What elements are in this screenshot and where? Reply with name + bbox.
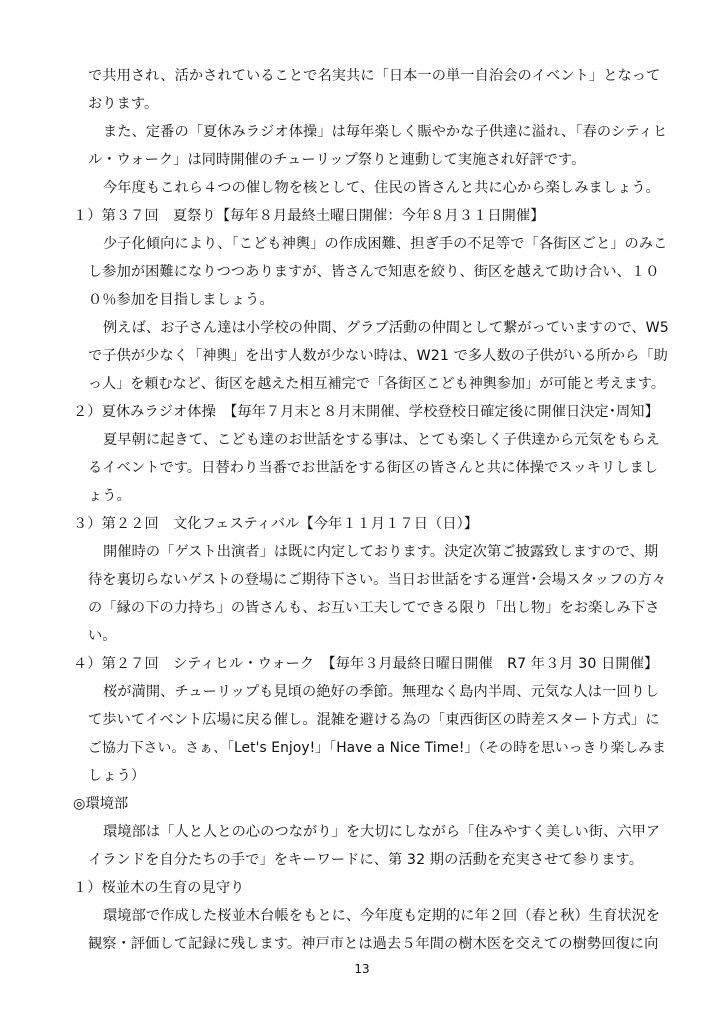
text-line: 待を裏切らないゲストの登場にご期待下さい。当日お世話をする運営･会場スタッフの方々 (88, 572, 667, 588)
text-line: 例えば、お子さん達は小学校の仲間、グラブ活動の仲間として繋がっていますので、W5 (103, 320, 669, 336)
text-line: し参加が困難になりつつありますが、皆さんで知恵を絞り、街区を越えて助け合い、１０ (88, 264, 660, 280)
text-line: い。 (88, 628, 117, 644)
text-line: で共用され、活かされていることで名実共に「日本一の単一自治会のイベント」となって (88, 68, 661, 84)
text-line: ょう。 (88, 488, 131, 504)
text-line: また、定番の「夏休みラジオ体操」は毎年楽しく賑やかな子供達に溢れ、「春のシティヒ (103, 124, 668, 140)
text-line: 少子化傾向により、「こども神輿」の作成困難、担ぎ手の不足等で「各街区ごと」のみこ (103, 236, 668, 252)
text-line: っ人」を頼むなど、街区を越えた相互補完で「各街区こども神輿参加」が可能と考えます。 (88, 376, 665, 392)
text-line: るイベントです。日替わり当番でお世話をする街区の皆さんと共に体操でスッキリしまし (88, 460, 659, 476)
text-line: イランドを自分たちの手で」をキーワードに、第 32 期の活動を充実させて参ります。 (88, 852, 643, 868)
text-line: ご協力下さい。さぁ、「Let's Enjoy!」「Have a Nice Time!」（その時を思いっきり楽しみま (88, 740, 667, 756)
text-line: の「縁の下の力持ち」の皆さんも、お互い工夫してできる限り「出し物」をお楽しみ下さ (88, 600, 660, 616)
text-line: 環境部で作成した桜並木台帳をもとに、今年度も定期的に年２回（春と秋）生育状況を (103, 908, 661, 924)
section-heading: １）桜並木の生育の見守り (73, 880, 245, 896)
text-line: おります。 (88, 96, 159, 112)
section-heading: １）第３７回 夏祭り【毎年８月最終土曜日開催：今年８月３１日開催】 (73, 208, 545, 224)
text-line: 夏早朝に起きて、こども達のお世話をする事は、とても楽しく子供達から元気をもらえ (103, 432, 660, 448)
text-line: 桜が満開、チューリップも見頃の絶好の季節。無理なく島内半周、元気な人は一回りし (103, 684, 660, 700)
text-line: 開催時の「ゲスト出演者」は既に内定しております。決定次第ご披露致しますので、期 (103, 544, 659, 560)
text-line: ０％参加を目指しましょう。 (88, 292, 274, 308)
section-heading: ◎環境部 (73, 796, 129, 812)
section-heading: ４）第２７回 シティヒル・ウォーク 【毎年３月最終日曜日開催 R7 年３月 30 日開催】 (73, 656, 659, 672)
section-heading: ２）夏休みラジオ体操 【毎年７月末と８月末開催、学校登校日確定後に開催日決定･周知】 (73, 404, 659, 420)
text-line: 観察・評価して記録に残します。神戸市とは過去５年間の樹木医を交えての樹勢回復に向 (88, 936, 659, 952)
text-line: ル・ウォーク」は同時開催のチューリップ祭りと連動して実施され好評です。 (88, 152, 586, 168)
page-number: 13 (354, 962, 370, 976)
section-heading: ３）第２２回 文化フェスティバル【今年１１月１７日（日）】 (73, 516, 479, 532)
text-line: 今年度もこれら４つの催し物を核として、住民の皆さんと共に心から楽しみましょう。 (103, 180, 660, 196)
text-line: で子供が少なく「神輿」を出す人数が少ない時は、W21 で多人数の子供がいる所から「助 (88, 348, 668, 364)
text-line: しょう） (88, 768, 146, 784)
text-line: 環境部は「人と人との心のつながり」を大切にしながら「住みやすく美しい街、六甲ア (103, 824, 661, 840)
text-line: て歩いてイベント広場に戻る催し。混雑を避ける為の「東西街区の時差スタート方式」に (88, 712, 660, 728)
